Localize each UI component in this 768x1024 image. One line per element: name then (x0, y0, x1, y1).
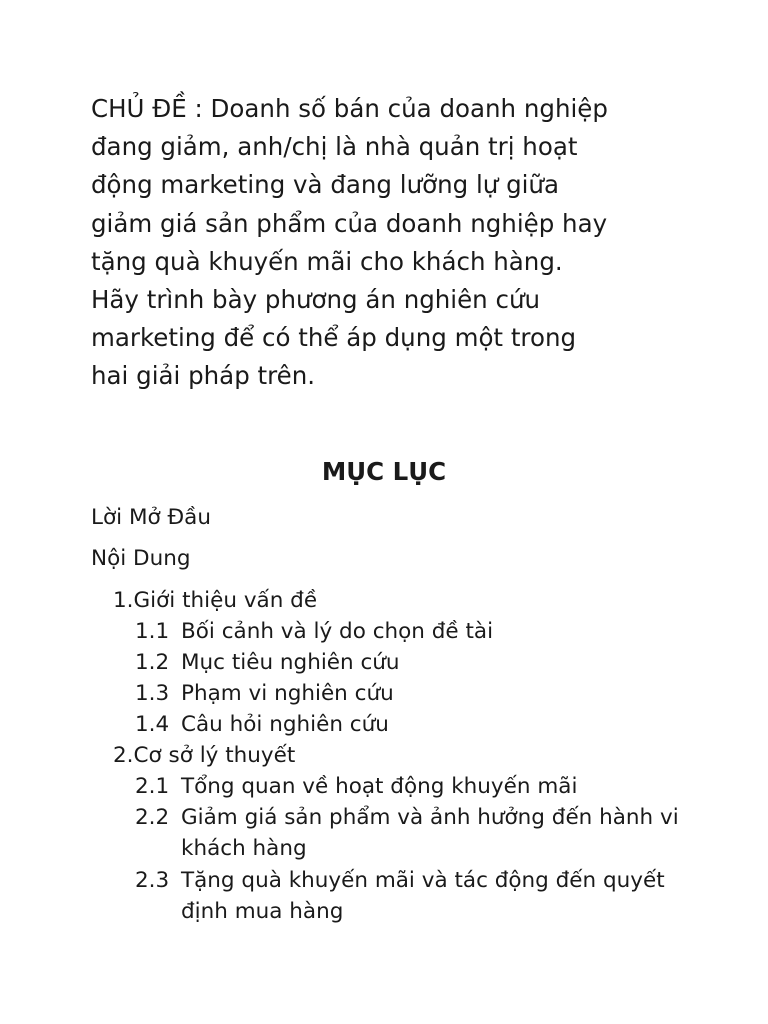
toc-item-text: Tặng quà khuyến mãi và tác động đến quyết định mua hàng (181, 868, 665, 924)
topic-line: đang giảm, anh/chị là nhà quản trị hoạt (91, 132, 578, 162)
toc-item-number: 1.4 (135, 712, 170, 737)
toc-section-2: 2.Cơ sở lý thuyết (113, 743, 296, 768)
toc-item-number: 2.2 (135, 805, 170, 830)
toc-item-text: Phạm vi nghiên cứu (181, 681, 394, 706)
topic-paragraph (91, 90, 711, 396)
topic-line: tặng quà khuyến mãi cho khách hàng. (91, 246, 563, 276)
toc-item-number: 1.2 (135, 650, 170, 675)
toc-item-number: 2.1 (135, 774, 170, 799)
topic-line: giảm giá sản phẩm của doanh nghiệp hay (91, 208, 608, 238)
topic-line: Hãy trình bày phương án nghiên cứu (91, 285, 541, 315)
toc-item-number: 1.3 (135, 681, 170, 706)
toc-item-text: Giảm giá sản phẩm và ảnh hưởng đến hành vi khách hàng (181, 805, 679, 861)
toc-title: MỤC LỤC (321, 457, 447, 486)
toc-item-text: Mục tiêu nghiên cứu (181, 650, 400, 675)
toc-content: Nội Dung (91, 546, 191, 571)
toc-item-text: Tổng quan về hoạt động khuyến mãi (181, 774, 578, 799)
toc-item-text: Câu hỏi nghiên cứu (181, 712, 389, 737)
toc-item-number: 1.1 (135, 619, 170, 644)
toc-item-number: 2.3 (135, 868, 170, 893)
toc-section-1: 1.Giới thiệu vấn đề (113, 588, 318, 613)
toc-item-text: Bối cảnh và lý do chọn đề tài (181, 619, 494, 644)
topic-line: marketing để có thể áp dụng một trong (91, 323, 577, 353)
topic-line: hai giải pháp trên. (91, 361, 316, 391)
toc-intro: Lời Mở Đầu (91, 505, 211, 530)
topic-line: động marketing và đang lưỡng lự giữa (91, 170, 559, 200)
topic-line: CHỦ ĐỀ : Doanh số bán của doanh nghiệp (91, 94, 608, 123)
